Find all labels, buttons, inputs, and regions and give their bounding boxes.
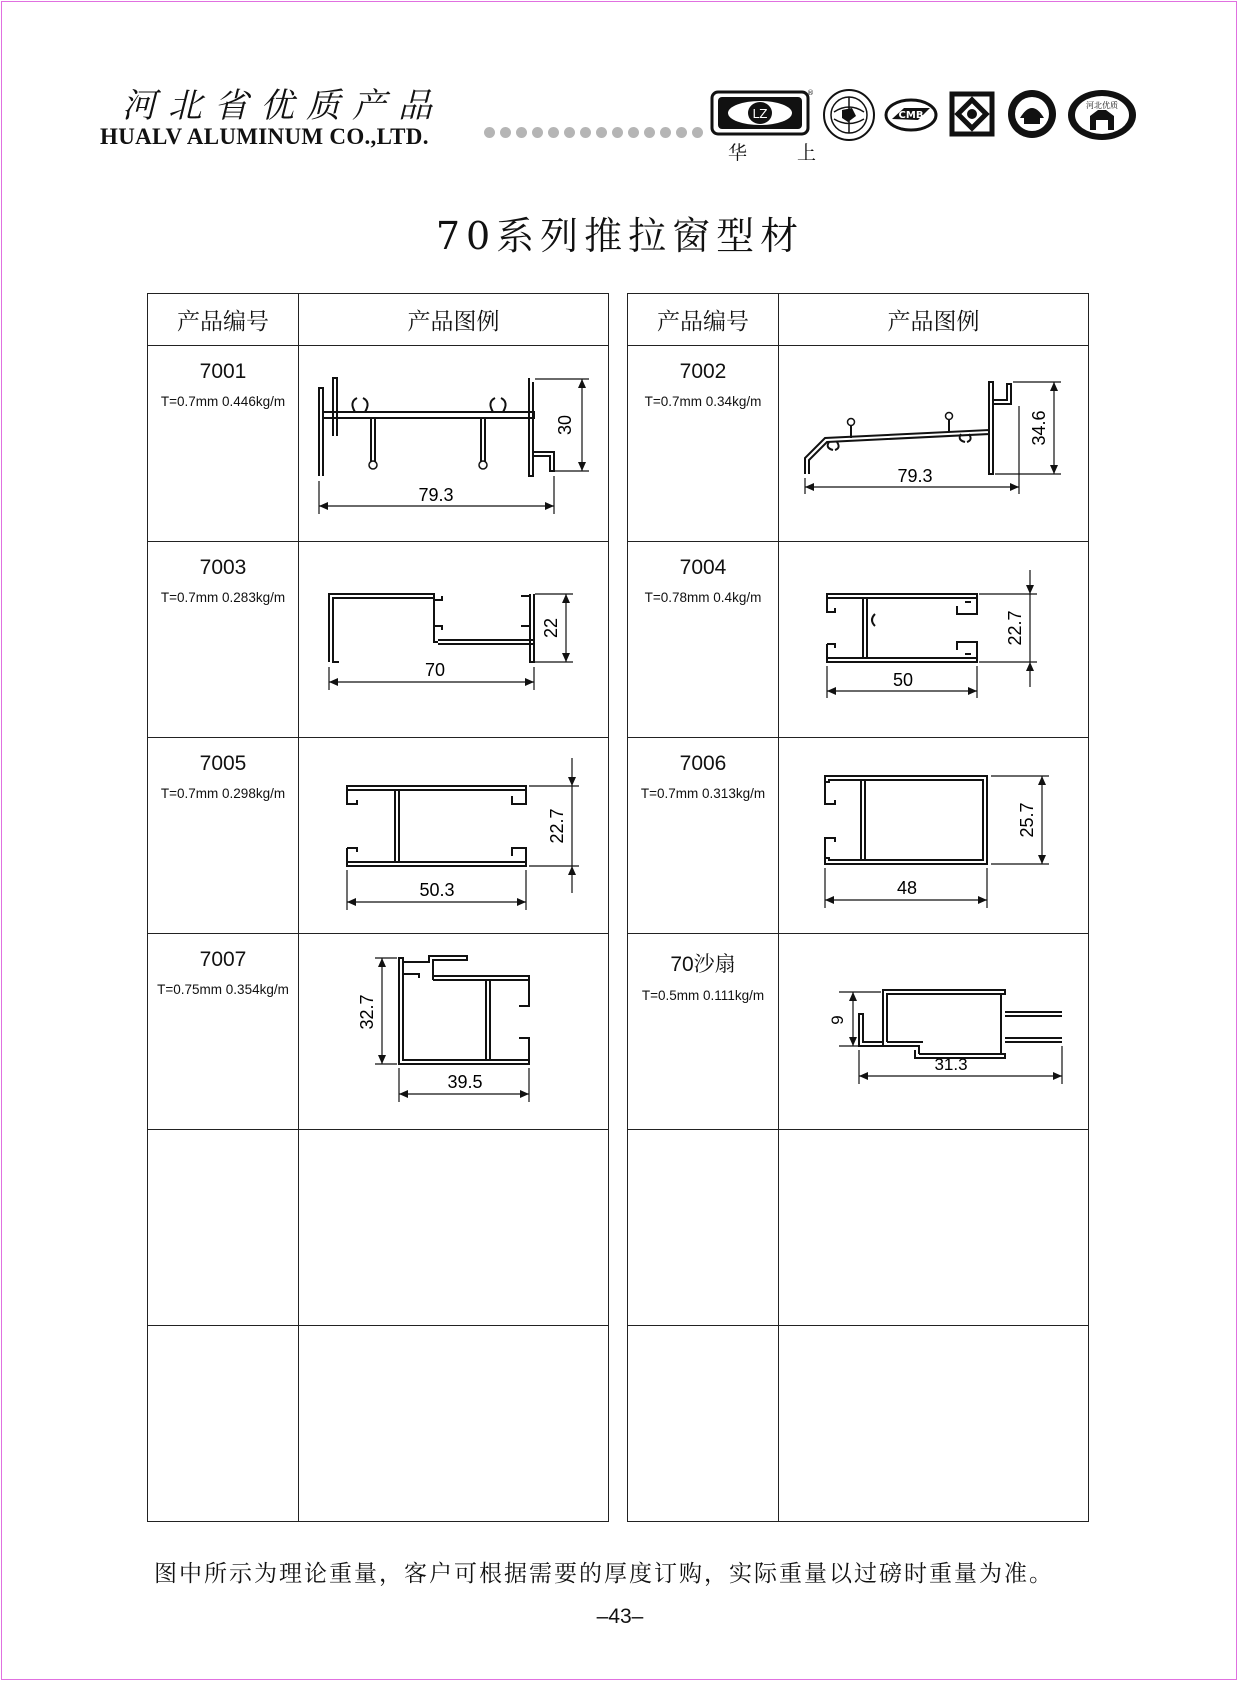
table-row: [148, 738, 609, 934]
product-picture-cell: [299, 346, 609, 542]
svg-text:CMB: CMB: [898, 110, 924, 121]
dimension-width: 50: [892, 670, 914, 690]
page-number: –43–: [596, 1605, 644, 1628]
brand-name: 华 上: [728, 142, 839, 164]
table-row: [628, 542, 1089, 738]
product-code: 7001: [199, 360, 247, 383]
product-spec: T=0.7mm 0.446kg/m: [160, 394, 286, 409]
dimension-height: 25.7: [1017, 802, 1037, 838]
dimension-height: 22.7: [1005, 610, 1025, 646]
dimension-height: 22.7: [547, 808, 567, 844]
header-title-cn: 河北省优质产品: [122, 86, 444, 126]
product-code-cell: [148, 934, 299, 1130]
profile-drawing-7007: [299, 934, 605, 1129]
profile-drawing-sash: [779, 934, 1085, 1129]
dimension-height: 22: [541, 617, 561, 639]
dimension-height: 30: [555, 414, 575, 436]
globe-seal-icon: [822, 88, 876, 142]
svg-text:®: ®: [807, 89, 814, 97]
product-picture-cell: [779, 738, 1089, 934]
dimension-width: 50.3: [419, 880, 455, 900]
profile-drawing-7006: [779, 738, 1085, 933]
header-company-en: HUALV ALUMINUM CO.,LTD.: [100, 124, 429, 149]
hebei-quality-seal-icon: [1066, 88, 1138, 142]
product-code-cell: [148, 738, 299, 934]
product-code: 7003: [199, 556, 247, 579]
quality-seal-icon: [1006, 88, 1058, 140]
product-code-cell: [628, 934, 779, 1130]
svg-text:河北优质: 河北优质: [1086, 101, 1118, 110]
table-row: [628, 934, 1089, 1130]
table-row: [148, 346, 609, 542]
product-code: 7004: [679, 556, 727, 579]
dimension-height: 9: [828, 1015, 847, 1025]
product-picture-cell: [779, 542, 1089, 738]
product-code: 7006: [679, 752, 727, 775]
product-picture-cell: [299, 738, 609, 934]
product-picture-cell: [299, 542, 609, 738]
dimension-width: 70: [424, 660, 446, 680]
column-header-picture: 产品图例: [779, 294, 1089, 346]
product-code-cell: [628, 542, 779, 738]
column-header-code: 产品编号: [628, 294, 779, 346]
product-code: 70沙扇: [670, 953, 736, 976]
product-code-cell: [628, 346, 779, 542]
header-dot-rule: [484, 127, 703, 138]
profile-drawing-7003: [299, 542, 605, 737]
product-code-cell: [628, 738, 779, 934]
product-spec: T=0.78mm 0.4kg/m: [644, 590, 762, 605]
product-code-cell: [148, 542, 299, 738]
product-code: 7002: [679, 360, 727, 383]
product-spec: T=0.7mm 0.298kg/m: [160, 786, 286, 801]
table-row: [148, 542, 609, 738]
product-picture-cell: [779, 934, 1089, 1130]
dimension-height: 34.6: [1029, 410, 1049, 446]
profile-drawing-7001: [299, 346, 605, 541]
dimension-width: 79.3: [418, 485, 454, 505]
product-spec: T=0.7mm 0.34kg/m: [644, 394, 762, 409]
product-picture-cell: [299, 934, 609, 1130]
cmb-emblem-icon: [884, 98, 938, 132]
product-picture-cell: [779, 346, 1089, 542]
page-title: 70系列推拉窗型材: [435, 214, 805, 258]
weight-footnote: 图中所示为理论重量，客户可根据需要的厚度订购，实际重量以过磅时重量为准。: [154, 1561, 1054, 1587]
profile-drawing-7005: [299, 738, 605, 933]
table-row-empty: [148, 1326, 609, 1522]
profile-drawing-7004: [779, 542, 1085, 737]
product-code: 7007: [199, 948, 247, 971]
dimension-width: 48: [896, 878, 918, 898]
svg-text:LZ: LZ: [752, 107, 768, 121]
column-header-code: 产品编号: [148, 294, 299, 346]
product-table-left: [147, 293, 609, 1522]
dimension-width: 79.3: [897, 466, 933, 486]
dimension-height: 32.7: [357, 994, 377, 1030]
table-row: [628, 346, 1089, 542]
table-row-empty: [148, 1130, 609, 1326]
column-header-picture: 产品图例: [299, 294, 609, 346]
product-table-right: [627, 293, 1089, 1522]
brand-logo-icon: [710, 88, 814, 138]
product-spec: T=0.5mm 0.111kg/m: [641, 988, 765, 1003]
square-knot-icon: [948, 90, 996, 138]
profile-drawing-7002: [779, 346, 1085, 541]
table-row: [628, 738, 1089, 934]
product-spec: T=0.7mm 0.283kg/m: [160, 590, 286, 605]
product-spec: T=0.75mm 0.354kg/m: [157, 982, 289, 997]
table-row-empty: [628, 1326, 1089, 1522]
product-spec: T=0.7mm 0.313kg/m: [640, 786, 766, 801]
dimension-width: 31.3: [934, 1055, 968, 1074]
table-row: [148, 934, 609, 1130]
product-code: 7005: [199, 752, 247, 775]
table-row-empty: [628, 1130, 1089, 1326]
product-code-cell: [148, 346, 299, 542]
dimension-width: 39.5: [447, 1072, 483, 1092]
